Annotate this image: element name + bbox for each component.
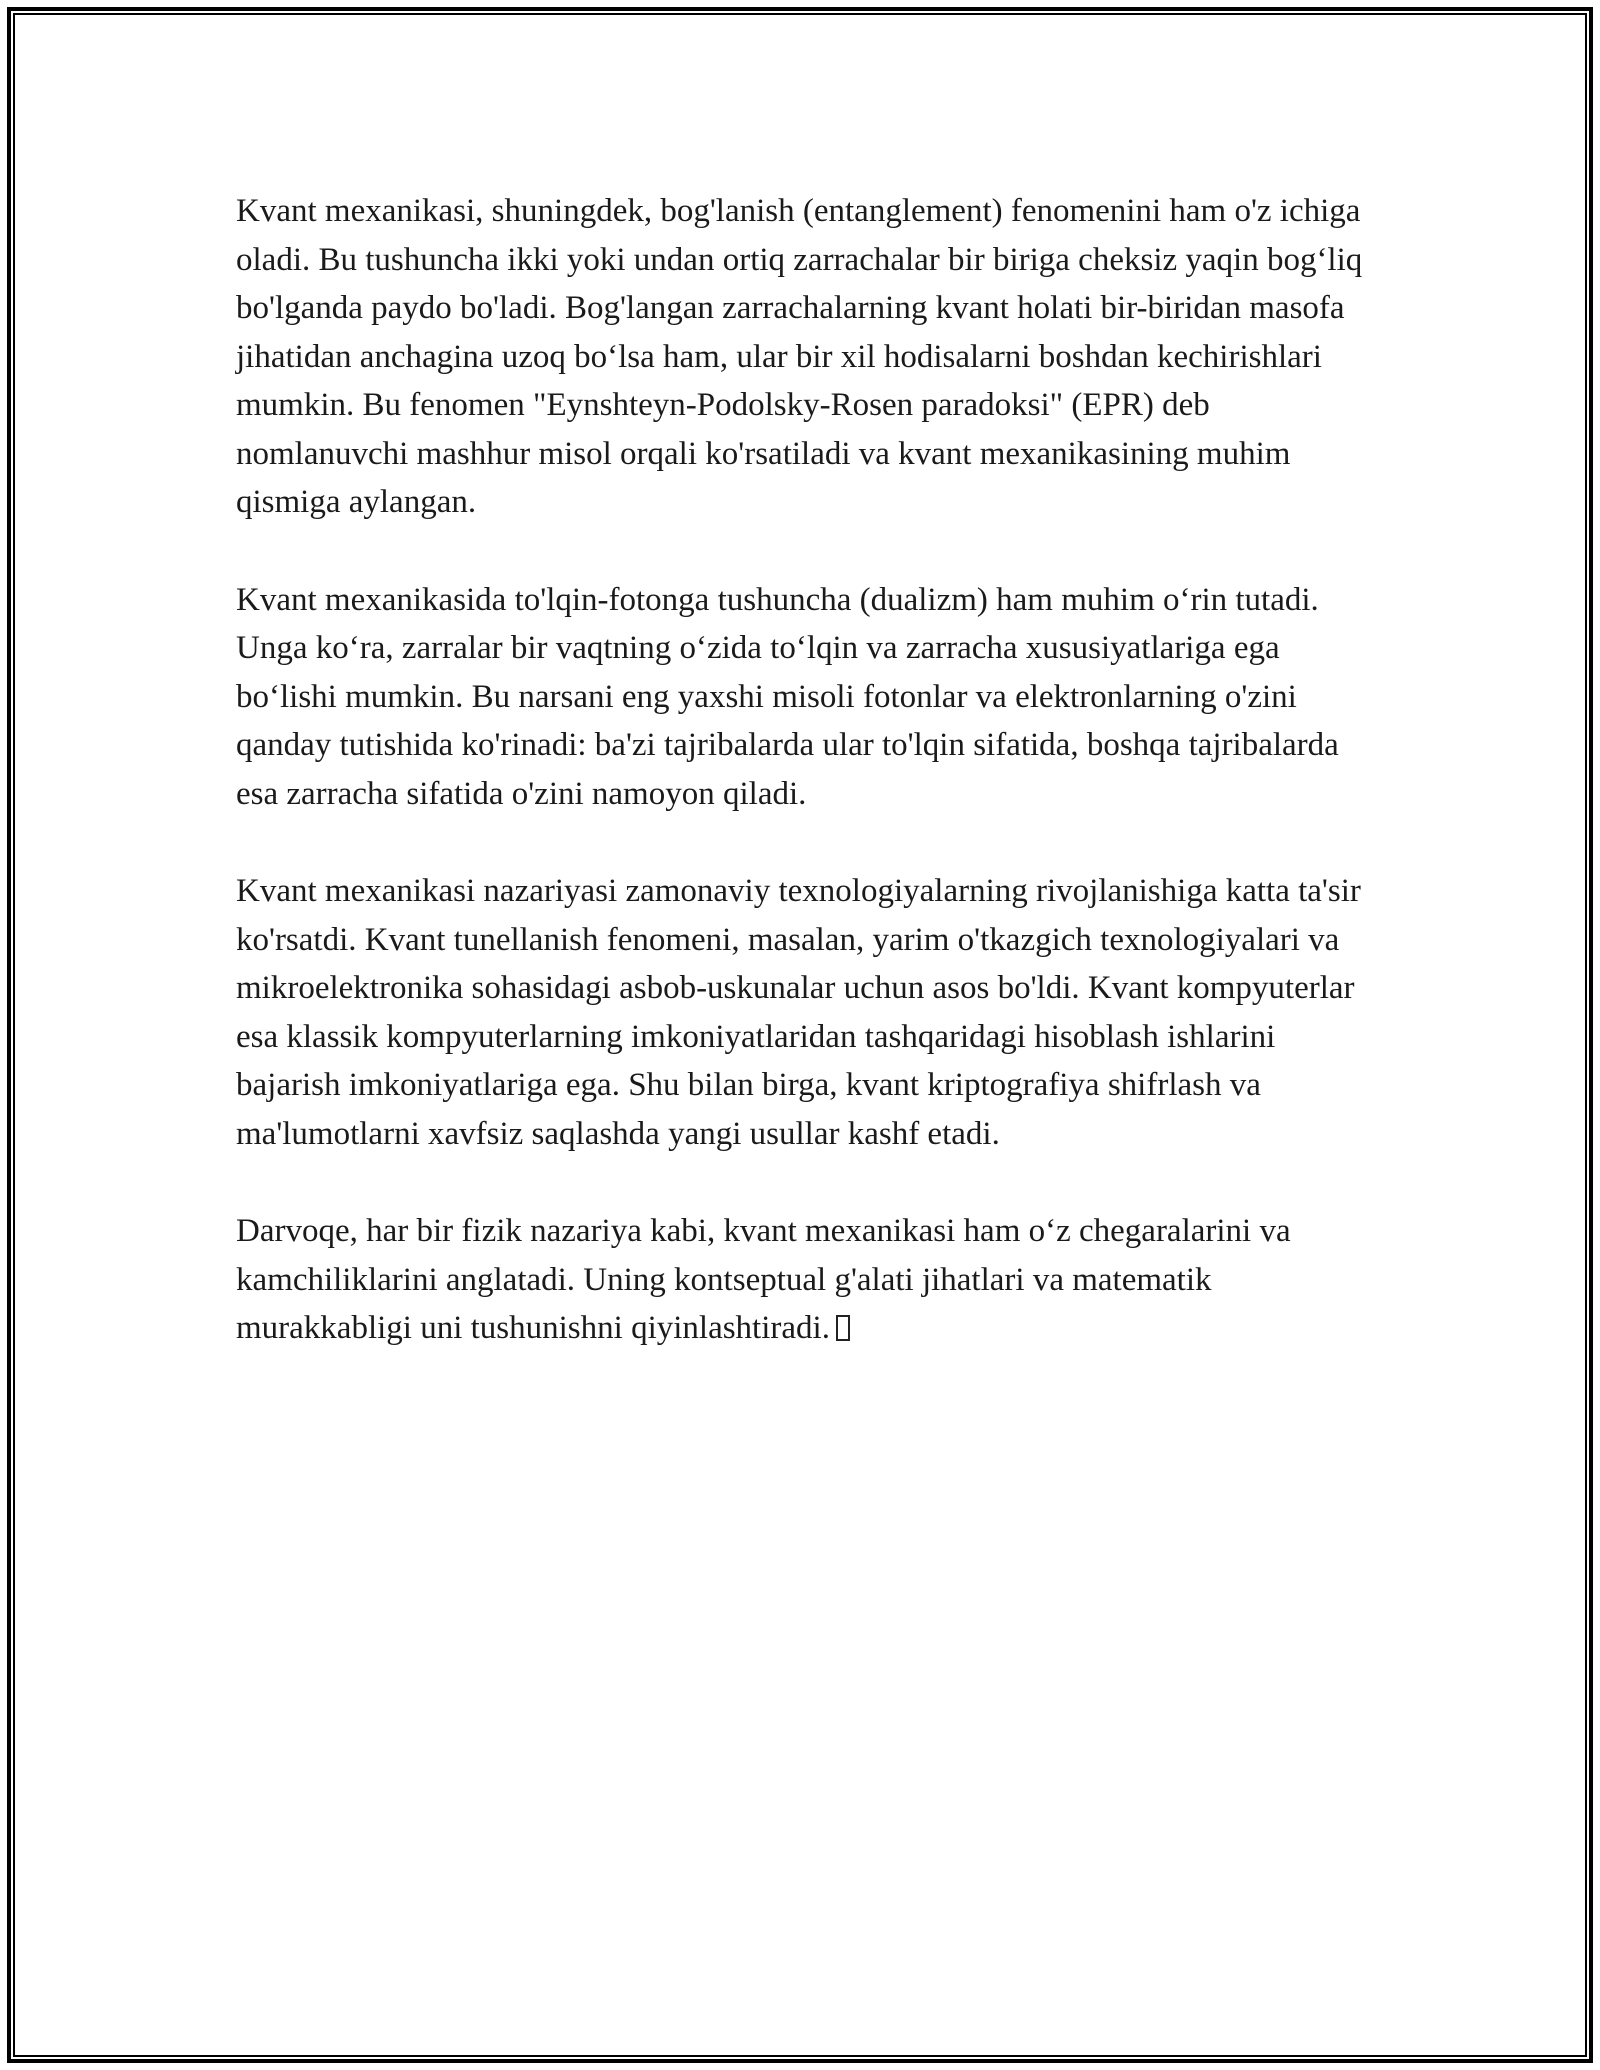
missing-glyph-icon <box>836 1315 850 1341</box>
paragraph-limitations <box>236 1207 1376 1353</box>
document-body <box>236 187 1376 1353</box>
paragraph-entanglement: Kvant mexanikasi, shuningdek, bog'lanish (entanglement) fenomenini ham o'z ichiga oladi. Bu tushuncha ikki yoki undan ortiq zarrachalar bir biriga cheksiz yaqin bog‘liq bo'lganda paydo bo'ladi. Bog'langan zarrachalarning kvant holati bir-biridan masofa jihatidan anchagina uzoq bo‘lsa ham, ular bir xil hodisalarni boshdan kechirishlari mumkin. Bu fenomen "Eynshteyn-Podolsky-Rosen paradoksi" (EPR) deb nomlanuvchi mashhur misol orqali ko'rsatiladi va kvant mexanikasining muhim qismiga aylangan. <box>236 193 1363 520</box>
paragraph-limitations-text: Darvoqe, har bir fizik nazariya kabi, kvant mexanikasi ham o‘z chegaralarini va kamchiliklarini anglatadi. Uning kontseptual g'alati jihatlari va matematik murakkabligi uni tushunishni qiyinlashtiradi. <box>236 1213 1291 1346</box>
paragraph-wave-particle-duality: Kvant mexanikasida to'lqin-fotonga tushuncha (dualizm) ham muhim o‘rin tutadi. Unga ko‘ra, zarralar bir vaqtning o‘zida to‘lqin va zarracha xususiyatlariga ega bo‘lishi mumkin. Bu narsani eng yaxshi misoli fotonlar va elektronlarning o'zini qanday tutishida ko'rinadi: ba'zi tajribalarda ular to'lqin sifatida, boshqa tajribalarda esa zarracha sifatida o'zini namoyon qiladi. <box>236 581 1339 812</box>
paragraph-technology-impact: Kvant mexanikasi nazariyasi zamonaviy texnologiyalarning rivojlanishiga katta ta'sir ko'rsatdi. Kvant tunellanish fenomeni, masalan, yarim o'tkazgich texnologiyalari va mikroelektronika sohasidagi asbob-uskunalar uchun asos bo'ldi. Kvant kompyuterlar esa klassik kompyuterlarning imkoniyatlaridan tashqaridagi hisoblash ishlarini bajarish imkoniyatlariga ega. Shu bilan birga, kvant kriptografiya shifrlash va ma'lumotlarni xavfsiz saqlashda yangi usullar kashf etadi. <box>236 873 1361 1152</box>
